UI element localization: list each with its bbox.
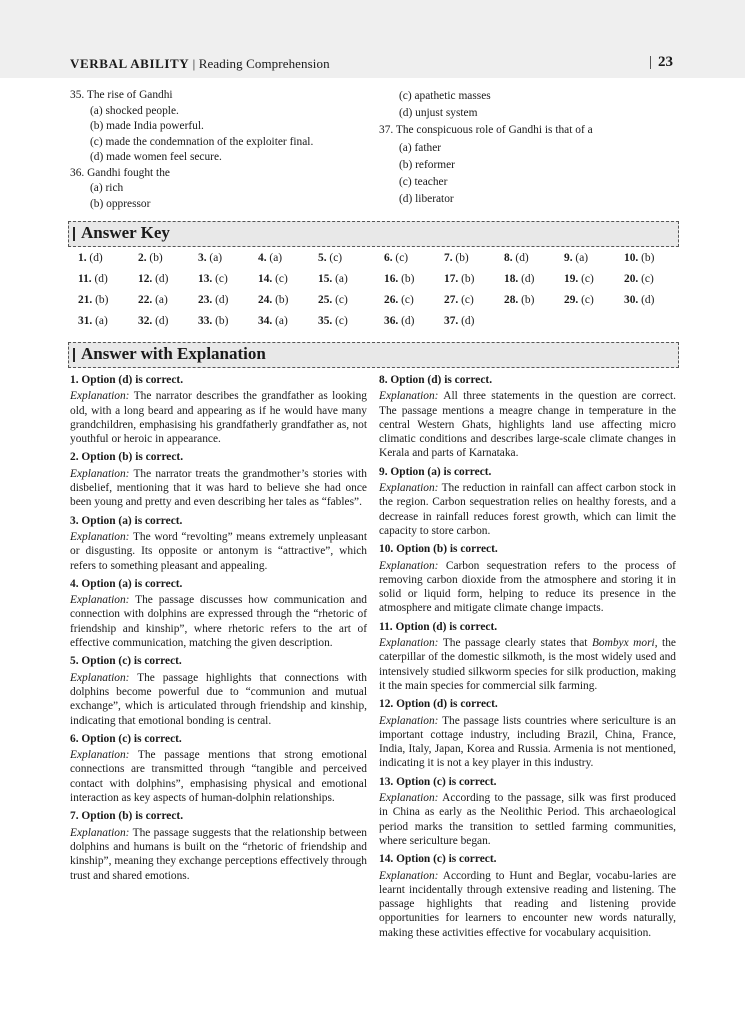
explanation-item [70,654,367,727]
explanation-label: Explanation: [379,714,439,727]
answer-key-cell [78,273,108,285]
question-option: (c) apathetic masses [399,90,491,102]
question-36 [70,166,313,213]
explanations-left-column [70,373,367,887]
question-stem: 36. Gandhi fought the [70,166,170,179]
answer-key-cell [258,294,288,306]
answer-number: 1. [78,252,87,264]
answer-choice: (d) [155,315,169,327]
answer-key-cell [384,315,414,327]
explanation-body: The passage mentions that strong emotional connections are transmitted through “tangible and perceived contact with dolphins”, emphasising physical and emotional interaction as key aspects of human-dolphin relationships. [70,749,367,805]
explanation-body: The passage highlights that connections with dolphins become powerful due to “communion and mutual exchange”, which is articulated through friendship and kinship, indicating that emotional bonding is central. [70,671,367,727]
answer-key-cell [564,273,594,285]
answer-key-cell [138,273,168,285]
explanation-body: , the caterpillar of the domestic silkmoth, is the most widely used and intensively studied silkworm species for silk production, making it the main species for commercial silk farming. [379,637,676,692]
explanation-text [70,530,367,573]
answer-number: 27. [444,294,459,306]
question-option: (b) oppressor [90,197,151,210]
explanation-label: Explanation: [70,594,130,607]
answer-number: 13. [198,273,213,285]
answer-key-cell [624,273,654,285]
answer-choice: (b) [461,273,475,285]
answer-key-row [78,252,678,272]
answer-key-cell [384,252,408,264]
answer-choice: (a) [209,252,223,264]
answer-key-cell [444,273,474,285]
explanation-label: Explanation: [70,671,130,684]
explanation-label: Explanation: [70,749,130,762]
explanation-body: The reduction in rainfall can affect carbon stock in the region. Carbon sequestration relies on healthy forests, and a decrease in rainfall reduces forest growth, which can limit the capacity to store carbon. [379,482,676,537]
answer-number: 23. [198,294,213,306]
explanation-item [379,542,676,615]
answer-key-row [78,315,678,335]
answer-number: 9. [564,252,573,264]
running-head-topic: | Reading Comprehension [189,56,330,71]
explanation-option-heading: 7. Option (b) is correct. [70,810,184,823]
explanation-label: Explanation: [379,390,439,403]
answer-choice: (c) [275,273,288,285]
explanation-label: Explanation: [70,467,130,480]
answer-choice: (d) [215,294,229,306]
explanation-label: Explanation: [379,482,439,495]
explanation-option-heading: 11. Option (d) is correct. [379,620,498,633]
question-option: (c) made the condemnation of the exploiter final. [90,135,314,148]
explanation-text [379,714,676,771]
answer-key-cell [138,252,163,264]
answer-key-cell [78,252,103,264]
question-option: (d) made women feel secure. [90,151,222,163]
answer-choice: (d) [515,252,529,264]
answer-choice: (a) [95,315,108,327]
heading-accent-bar [73,348,75,362]
explanation-label: Explanation: [379,559,439,572]
explanation-item [70,577,367,650]
explanation-option-heading: 5. Option (c) is correct. [70,655,182,668]
answer-key-cell [78,294,108,306]
answer-key-cell [258,273,288,285]
answer-choice: (b) [455,252,469,264]
answer-key-row [78,294,678,314]
answer-choice: (a) [269,252,283,264]
explanation-option-heading: 3. Option (a) is correct. [70,514,183,527]
explanation-text [379,389,676,460]
answer-number: 24. [258,294,273,306]
explanation-label: Explanation: [379,637,439,650]
question-option: (b) made India powerful. [90,120,204,132]
explanation-text [70,593,367,650]
answer-key-cell [384,273,414,285]
answer-number: 25. [318,294,333,306]
answer-choice: (d) [94,273,108,285]
answer-number: 36. [384,315,399,327]
page-number: 23 [658,54,674,70]
answer-choice: (c) [395,252,409,264]
answer-key-cell [624,252,654,264]
answer-choice: (b) [275,294,289,306]
explanation-body: According to Hunt and Beglar, vocabu-laries are learnt incidentally through extensive reading and listening. The passage highlights that reading and listening provide opportunities for learners to encounter new words naturally, making these activities effective for vocabulary acquisition. [379,869,677,939]
answer-choice: (c) [581,294,594,306]
explanation-item [379,373,676,461]
answer-choice: (c) [329,252,343,264]
explanation-label: Explanation: [379,869,439,882]
answer-choice: (c) [335,315,348,327]
answer-choice: (a) [275,315,288,327]
answer-choice: (c) [461,294,474,306]
explanations-right-column [379,373,676,944]
answer-choice: (d) [155,273,169,285]
answer-number: 32. [138,315,153,327]
answer-choice: (b) [95,294,109,306]
answer-number: 28. [504,294,519,306]
answer-number: 10. [624,252,639,264]
answer-key-cell [318,273,348,285]
answer-number: 19. [564,273,579,285]
answer-choice: (a) [335,273,348,285]
explanation-body: The narrator treats the grandmother’s stories with disbelief, mentioning that it was hard to believe she had once been young and pretty and even describing her tales as “fables”. [70,467,367,509]
explanation-label: Explanation: [70,826,130,839]
answer-choice: (d) [461,315,475,327]
answer-key-cell [258,315,288,327]
question-option: (d) liberator [399,193,454,206]
explanation-text [70,826,367,883]
answer-key-cell [444,294,474,306]
answer-number: 11. [78,273,92,285]
page-header [0,0,745,78]
answer-number: 16. [384,273,399,285]
answer-number: 18. [504,273,519,285]
explanation-text [70,671,367,728]
answer-number: 7. [444,252,453,264]
explanation-label: Explanation: [70,530,130,543]
explanation-option-heading: 12. Option (d) is correct. [379,698,498,711]
explanation-option-heading: 8. Option (d) is correct. [379,374,493,386]
explanation-option-heading: 9. Option (a) is correct. [379,465,492,478]
running-head [70,56,330,72]
answer-choice: (d) [89,252,103,264]
explanation-item [379,775,676,848]
answer-number: 30. [624,294,639,306]
answer-choice: (b) [215,315,229,327]
answer-key-title: Answer Key [81,223,170,242]
questions-right [379,88,593,208]
answer-key-cell [624,294,654,306]
explanation-text [70,748,367,805]
explanation-body: Carbon sequestration refers to the process of removing carbon dioxide from the atmosphere and storing it in solid or liquid form, helping to reduce its presence in the atmosphere and mitigate climate change impacts. [379,559,676,615]
answer-number: 22. [138,294,153,306]
answer-key-cell [504,252,529,264]
explanation-body: All three statements in the question are correct. The passage mentions a meagre change in temperature in the central Western Ghats, highlights land use affecting micro climatic conditions and describes large-scale climate changes in Kerala and parts of Karnataka. [379,390,677,460]
answer-number: 15. [318,273,333,285]
explanation-item [70,450,367,509]
explanation-heading-box [68,342,679,368]
explanation-body: According to the passage, silk was first produced in China as early as the Neolithic Period. This archaeological period marks the transition to settled farming communities, where sericulture began. [379,792,676,847]
explanation-option-heading: 1. Option (d) is correct. [70,374,184,386]
explanation-text [379,791,676,848]
answer-number: 8. [504,252,513,264]
explanation-label: Explanation: [379,792,439,805]
answer-choice: (a) [575,252,589,264]
explanation-text [379,636,676,693]
answer-choice: (d) [401,315,415,327]
explanation-body: The passage lists countries where sericulture is an important cottage industry, including Brazil, China, France, India, Italy, Japan, Korea and Russia. Armenia is not mentioned, indicating it is not a key player in this industry. [379,714,676,770]
answer-key-cell [318,315,348,327]
answer-choice: (c) [215,273,228,285]
answer-number: 20. [624,273,639,285]
answer-key-cell [504,273,534,285]
explanation-option-heading: 4. Option (a) is correct. [70,577,183,590]
answer-key-heading-box [68,221,679,247]
explanation-option-heading: 13. Option (c) is correct. [379,775,497,788]
answer-number: 29. [564,294,579,306]
explanation-body: The narrator describes the grandfather as looking old, with a long beard and appearing as if he would have many grandchildren, emphasising his grandfatherly grandfather as, not youthful or heroic in appearance. [70,390,367,446]
answer-choice: (d) [521,273,535,285]
answer-number: 34. [258,315,273,327]
species-name: Bombyx mori [591,637,655,650]
answer-choice: (c) [401,294,414,306]
answer-number: 33. [198,315,213,327]
answer-choice: (c) [581,273,594,285]
answer-key-cell [198,252,222,264]
question-option: (b) reformer [399,158,455,171]
explanation-item [70,514,367,573]
explanation-option-heading: 10. Option (b) is correct. [379,543,498,556]
explanation-label: Explanation: [70,390,130,403]
answer-key-cell [258,252,282,264]
answer-choice: (b) [521,294,535,306]
explanation-item [379,620,676,693]
answer-choice: (a) [155,294,168,306]
answer-key-row [78,273,678,293]
answer-number: 12. [138,273,153,285]
explanation-option-heading: 14. Option (c) is correct. [379,853,497,866]
explanation-body: The passage suggests that the relationship between dolphins and humans is built on the “rhetoric of friendship and kinship”, meaning they exchange perceptions effectively through trust and shared emotions. [70,826,367,882]
answer-choice: (d) [641,294,655,306]
explanation-item [379,852,676,940]
answer-key-cell [564,294,594,306]
question-option: (a) rich [90,182,124,194]
answer-key-cell [138,315,168,327]
answer-number: 26. [384,294,399,306]
answer-number: 17. [444,273,459,285]
explanation-option-heading: 2. Option (b) is correct. [70,451,184,464]
question-option: (d) unjust system [399,107,478,120]
explanation-item [379,697,676,770]
question-option: (a) shocked people. [90,104,179,117]
answer-key-cell [504,294,534,306]
answer-key-cell [318,252,342,264]
explanation-body: The word “revolting” means extremely unpleasant or disgusting. Its opposite or antonym is “attractive”, which refers to something pleasant and appealing. [70,530,367,572]
answer-key-cell [198,315,228,327]
explanation-body: The passage discusses how communication and connection with dolphins are expressed through the “rhetoric of friendship and kinship”, where rhetoric refers to the art of effective communication, matching the given description. [70,594,367,650]
question-stem: 35. The rise of Gandhi [70,89,173,101]
explanation-item [70,373,367,446]
answer-number: 3. [198,252,207,264]
answer-choice: (b) [641,252,655,264]
heading-accent-bar [73,227,75,241]
explanation-text [379,869,676,940]
question-option: (c) teacher [399,176,448,189]
explanation-text [379,559,676,616]
answer-key-cell [564,252,588,264]
question-37 [379,122,593,208]
question-stem: 37. The conspicuous role of Gandhi is that of a [379,124,593,137]
question-35 [70,88,313,166]
answer-number: 31. [78,315,93,327]
answer-key-cell [198,273,228,285]
answer-number: 37. [444,315,459,327]
explanation-item [379,465,676,538]
answer-key-cell [138,294,168,306]
answer-choice: (c) [641,273,654,285]
explanation-item [70,732,367,805]
explanation-body: The passage clearly states that [442,637,592,650]
answer-key-cell [78,315,108,327]
answer-choice: (b) [401,273,415,285]
answer-number: 21. [78,294,93,306]
questions-left [70,88,313,212]
answer-key-cell [318,294,348,306]
answer-number: 35. [318,315,333,327]
explanation-text [379,481,676,538]
running-head-section: VERBAL ABILITY [70,56,190,71]
answer-number: 2. [138,252,147,264]
answer-key-cell [444,252,469,264]
answer-number: 5. [318,252,327,264]
explanation-text [70,467,367,510]
answer-number: 14. [258,273,273,285]
answer-number: 4. [258,252,267,264]
explanation-text [70,389,367,446]
explanation-title: Answer with Explanation [81,344,266,363]
explanation-option-heading: 6. Option (c) is correct. [70,732,182,745]
page-number-separator: | [649,54,653,70]
answer-key-cell [198,294,228,306]
answer-choice: (b) [149,252,163,264]
explanation-item [70,809,367,882]
answer-number: 6. [384,252,393,264]
page-number-block [649,54,673,71]
question-option: (a) father [399,141,442,154]
answer-key-cell [444,315,474,327]
answer-choice: (c) [335,294,348,306]
answer-key-cell [384,294,414,306]
